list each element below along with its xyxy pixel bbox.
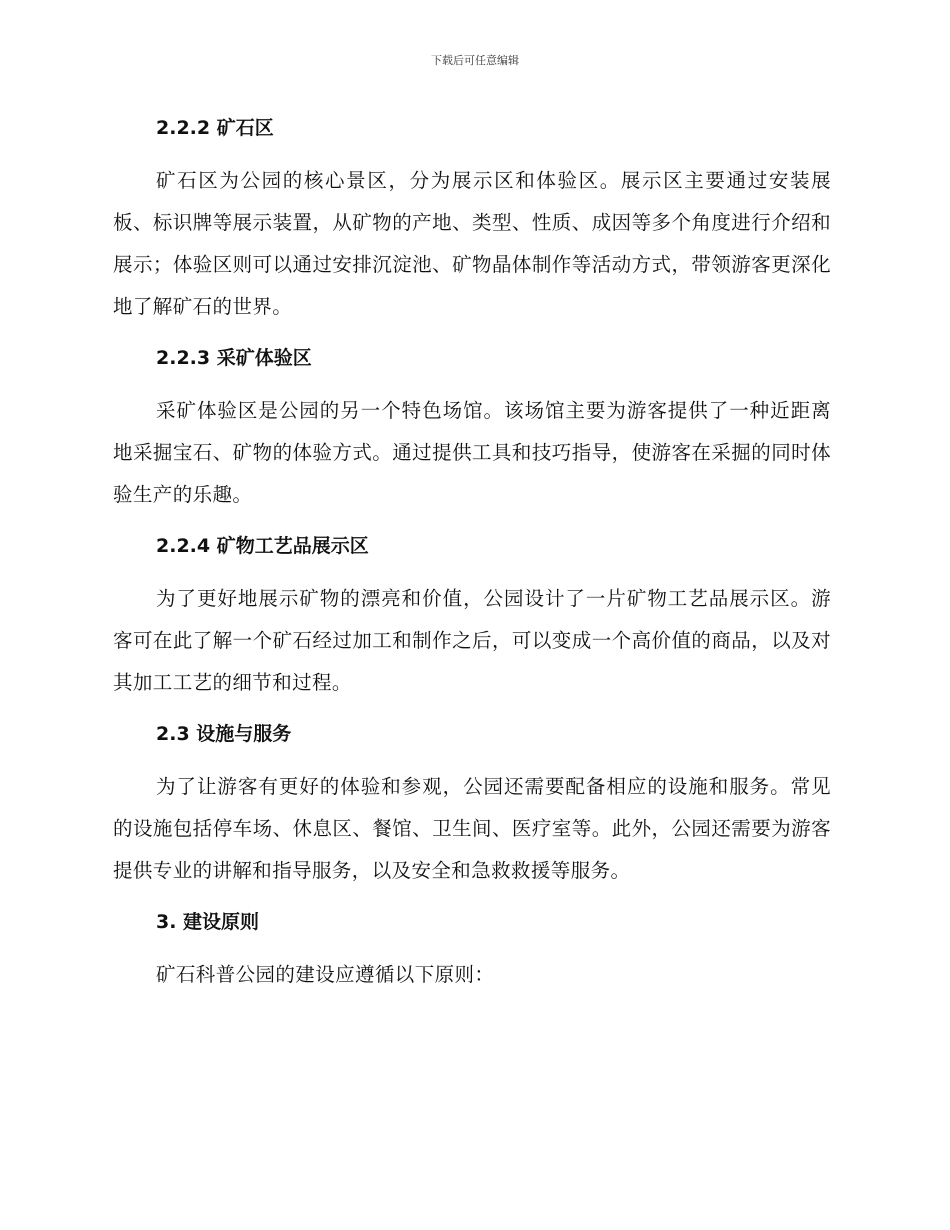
- section-paragraph: 为了让游客有更好的体验和参观，公园还需要配备相应的设施和服务。常见的设施包括停车场、休息区、餐馆、卫生间、医疗室等。此外，公园还需要为游客提供专业的讲解和指导服务，以及安全和急救救援等服务。: [113, 775, 831, 882]
- section-paragraph: 为了更好地展示矿物的漂亮和价值，公园设计了一片矿物工艺品展示区。游客可在此了解一个矿石经过加工和制作之后，可以变成一个高价值的商品，以及对其加工工艺的细节和过程。: [113, 587, 831, 694]
- section-paragraph: 采矿体验区是公园的另一个特色场馆。该场馆主要为游客提供了一种近距离地采掘宝石、矿物的体验方式。通过提供工具和技巧指导，使游客在采掘的同时体验生产的乐趣。: [113, 399, 831, 506]
- section-heading: 3. 建设原则: [156, 911, 260, 933]
- section-heading: 2.3 设施与服务: [156, 723, 292, 745]
- document-body: [113, 108, 831, 1006]
- section-heading: 2.2.4 矿物工艺品展示区: [156, 535, 369, 557]
- section-heading: 2.2.3 采矿体验区: [156, 347, 312, 369]
- section-heading: 2.2.2 矿石区: [156, 117, 274, 139]
- section-paragraph: 矿石科普公园的建设应遵循以下原则：: [156, 963, 495, 986]
- page-header: 下载后可任意编辑: [431, 54, 519, 67]
- section-paragraph: 矿石区为公园的核心景区，分为展示区和体验区。展示区主要通过安装展板、标识牌等展示装置，从矿物的产地、类型、性质、成因等多个角度进行介绍和展示；体验区则可以通过安排沉淀池、矿物晶体制作等活动方式，带领游客更深化地了解矿石的世界。: [113, 169, 831, 318]
